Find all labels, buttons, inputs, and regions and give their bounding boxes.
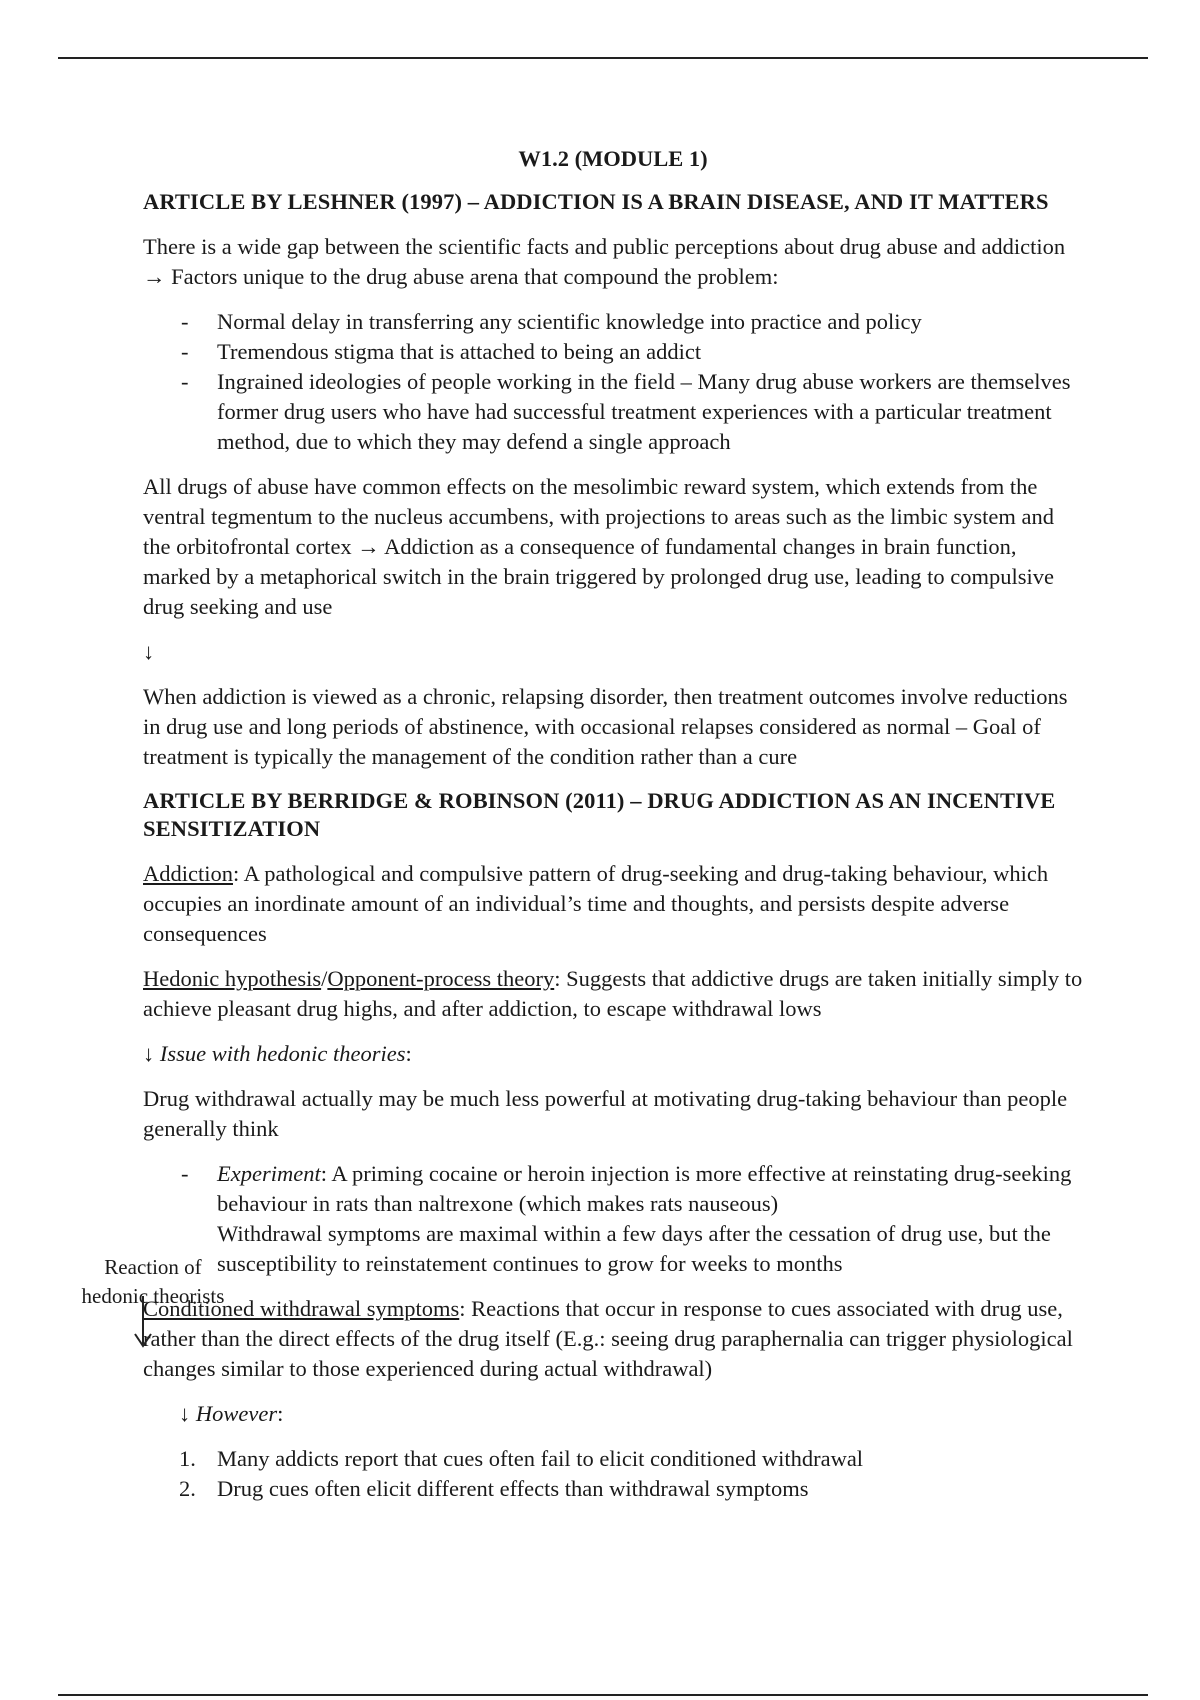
addiction-term: Addiction <box>143 861 233 886</box>
slash: / <box>321 966 328 991</box>
colon: : <box>277 1401 284 1426</box>
section1-intro: There is a wide gap between the scientific facts and public perceptions about drug abuse and addiction → Factors unique to the drug abuse arena that compound the problem: <box>143 234 1066 289</box>
down-arrow-icon: ↓ <box>143 639 155 664</box>
page-title: W1.2 (MODULE 1) <box>518 146 708 171</box>
list-item <box>217 1159 1083 1279</box>
issue-line <box>143 1039 1083 1069</box>
conditioned-definition-text: : Reactions that occur in response to cues associated with drug use, rather than the direct effects of the drug itself (E.g.: seeing drug paraphernalia can trigger physiological changes similar to those experienced during actual withdrawal) <box>143 1296 1073 1381</box>
addiction-definition-text: : A pathological and compulsive pattern of drug-seeking and drug-taking behaviour, which occupies an inordinate amount of an individual’s time and thoughts, and persists despite adverse consequences <box>143 861 1049 946</box>
list-item: - Ingrained ideologies of people working in the field – Many drug abuse workers are themselves former drug users who have had successful treatment experiences with a particular treatment method, due to which they may defend a single approach <box>217 367 1083 457</box>
list-item: - Tremendous stigma that is attached to being an addict <box>217 337 1083 367</box>
top-rule <box>58 57 1148 59</box>
hedonic-definition-text: : Suggests that addictive drugs are taken initially simply to achieve pleasant drug highs, and after addiction, to escape withdrawal lows <box>143 966 1083 1021</box>
margin-note <box>78 1253 228 1311</box>
addiction-definition <box>143 859 1083 949</box>
margin-note-line-2: hedonic theorists <box>81 1284 225 1308</box>
experiment-term: Experiment <box>217 1161 321 1186</box>
section1-heading: ARTICLE BY LESHNER (1997) – ADDICTION IS A BRAIN DISEASE, AND IT MATTERS <box>143 189 1049 214</box>
opponent-term: Opponent-process theory <box>327 966 555 991</box>
margin-note-line-1: Reaction of <box>104 1255 202 1279</box>
experiment-text: : A priming cocaine or heroin injection is more effective at reinstating drug-seeking behaviour in rats than naltrexone (which makes rats nauseous) <box>217 1161 1072 1216</box>
list-number: 1. <box>179 1446 196 1471</box>
conditioned-definition <box>143 1294 1083 1384</box>
section1-bullet-list <box>143 307 1083 457</box>
list-item-text: Many addicts report that cues often fail to elicit conditioned withdrawal <box>217 1446 864 1471</box>
however-line <box>143 1399 1083 1429</box>
section2-heading: ARTICLE BY BERRIDGE & ROBINSON (2011) – DRUG ADDICTION AS AN INCENTIVE SENSITIZATION <box>143 788 1056 841</box>
section1-paragraph-3: When addiction is viewed as a chronic, relapsing disorder, then treatment outcomes involve reductions in drug use and long periods of abstinence, with occasional relapses considered as normal – Goal of treatment is typically the management of the condition rather than a cure <box>143 684 1068 769</box>
bottom-rule <box>58 1694 1148 1696</box>
document-body <box>143 140 1083 1504</box>
experiment-continuation: Withdrawal symptoms are maximal within a few days after the cessation of drug use, but the susceptibility to reinstatement continues to grow for weeks to months <box>217 1221 1051 1276</box>
down-arrow-icon: ↓ <box>143 1041 160 1066</box>
section1-paragraph-2: All drugs of abuse have common effects on the mesolimbic reward system, which extends from the ventral tegmentum to the nucleus accumbens, with projections to areas such as the limbic system and the orbitofrontal cortex → Addiction as a consequence of fundamental changes in brain function, marked by a metaphorical switch in the brain triggered by prolonged drug use, leading to compulsive drug seeking and use <box>143 474 1055 619</box>
margin-note-arrow-icon <box>133 1296 153 1350</box>
issue-label: Issue with hedonic theories <box>159 1041 406 1066</box>
however-numbered-list <box>143 1444 1083 1504</box>
conditioned-term: Conditioned withdrawal symptoms <box>143 1296 460 1321</box>
list-item-text: Drug cues often elicit different effects than withdrawal symptoms <box>217 1476 809 1501</box>
list-item <box>179 1444 1083 1474</box>
hedonic-definition <box>143 964 1083 1024</box>
list-item: - Normal delay in transferring any scientific knowledge into practice and policy <box>217 307 1083 337</box>
however-label: However <box>195 1401 278 1426</box>
down-arrow-icon: ↓ <box>179 1401 196 1426</box>
hedonic-term: Hedonic hypothesis <box>143 966 322 991</box>
withdrawal-paragraph: Drug withdrawal actually may be much less powerful at motivating drug-taking behaviour than people generally think <box>143 1086 1068 1141</box>
experiment-list <box>143 1159 1083 1279</box>
colon: : <box>405 1041 412 1066</box>
list-number: 2. <box>179 1476 196 1501</box>
list-item <box>179 1474 1083 1504</box>
